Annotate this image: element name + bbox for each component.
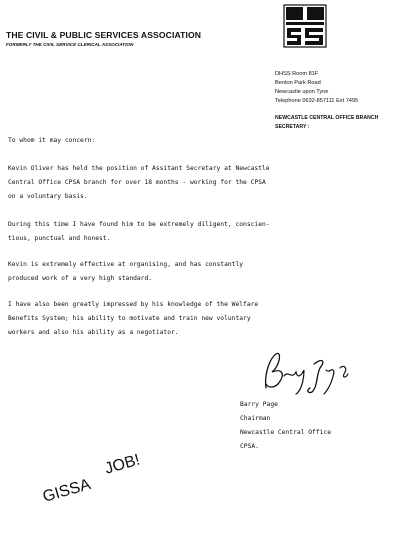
paragraph-line: workers and also his ability as a negotiator. (8, 329, 179, 336)
salutation: To whom it may concern: (8, 137, 96, 144)
cpsa-logo (283, 4, 327, 48)
paragraph-line: tious, punctual and honest. (8, 235, 111, 242)
paragraph-line: Kevin Oliver has held the position of Assitant Secretary at Newcastle (8, 165, 270, 172)
telephone-line: Telephone 0632-857111 Ext 7495 (275, 98, 359, 104)
paragraph-line: on a voluntary basis. (8, 193, 88, 200)
organisation-tagline: FORMERLY THE CIVIL SERVICE CLERICAL ASSOCIATION (6, 42, 134, 47)
handwritten-signature (256, 344, 356, 396)
signatory-union: CPSA. (240, 443, 259, 450)
paragraph-line: Kevin is extremely effective at organising, and has constantly (8, 261, 244, 268)
paragraph-line: I have also been greatly impressed by his knowledge of the Welfare (8, 301, 259, 308)
handwritten-annotation (41, 434, 244, 528)
signatory-office: Newcastle Central Office (240, 429, 331, 436)
annotation-word-1: GISSA (40, 476, 93, 506)
branch-name: NEWCASTLE CENTRAL OFFICE BRANCH (275, 115, 379, 121)
secretary-label: SECRETARY : (275, 124, 310, 130)
address-block (275, 70, 400, 106)
paragraph-2 (8, 218, 396, 246)
address-line-3: Newcastle upon Tyne (275, 89, 329, 95)
address-line-1: DHSS Room 81F (275, 71, 319, 77)
paragraph-line: Central Office CPSA branch for over 18 months - working for the CPSA (8, 179, 266, 186)
organisation-name: THE CIVIL & PUBLIC SERVICES ASSOCIATION (6, 30, 202, 40)
address-line-2: Benton Park Road (275, 80, 321, 86)
signatory-name: Barry Page (240, 401, 278, 408)
paragraph-line: During this time I have found him to be extremely diligent, conscien- (8, 221, 270, 228)
paragraph-line: produced work of a very high standard. (8, 275, 153, 282)
paragraph-4 (8, 298, 396, 340)
branch-block (275, 114, 400, 132)
paragraph-1 (8, 162, 396, 204)
signoff-block (240, 398, 400, 454)
paragraph-3 (8, 258, 396, 286)
paragraph-line: Benefits System; his ability to motivate and train new voluntary (8, 315, 251, 322)
signatory-title: Chairman (240, 415, 271, 422)
annotation-word-2: JOB! (102, 451, 142, 478)
